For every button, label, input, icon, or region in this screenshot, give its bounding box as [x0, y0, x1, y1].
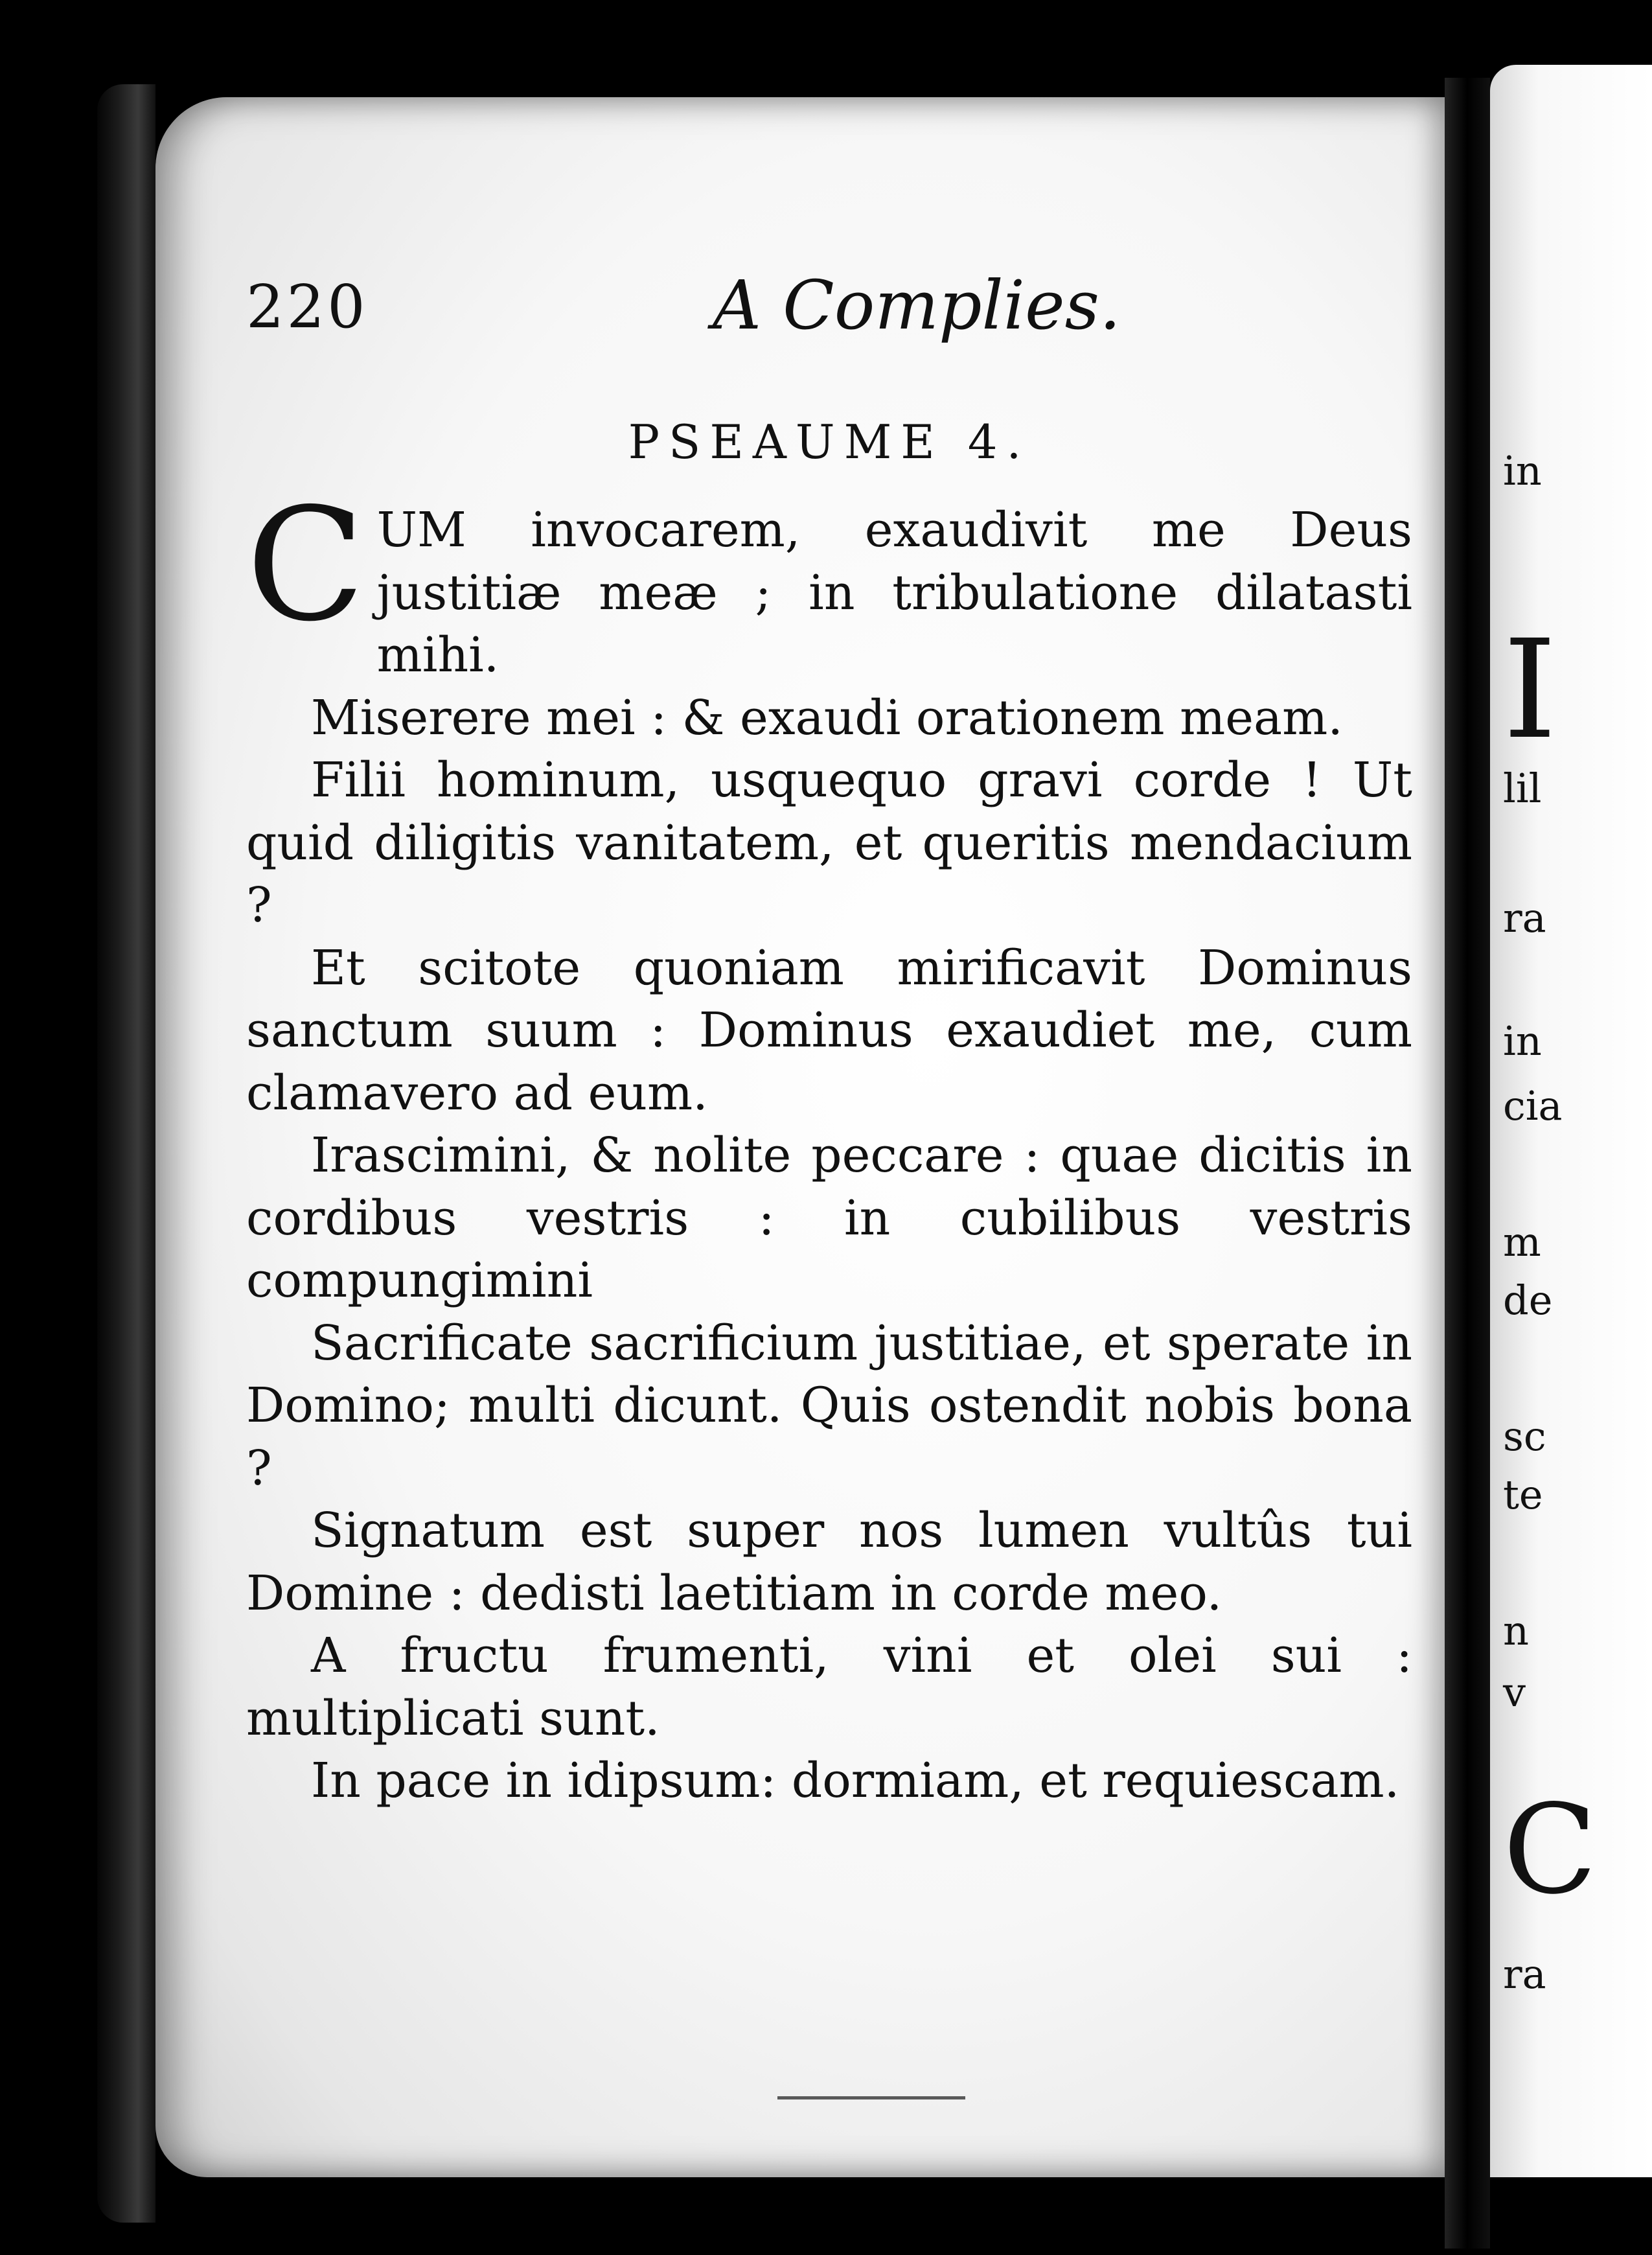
- facing-fragment: lil: [1503, 765, 1542, 812]
- book-gutter: [1445, 78, 1490, 2249]
- facing-fragment: in: [1503, 1017, 1542, 1065]
- verse-text: UM invocarem, exaudivit me Deus justitiæ meæ ; in tribulatione dilatasti mihi.: [376, 502, 1412, 683]
- verse-3: Filii hominum, usquequo gravi corde ! Ut quid diligitis vanitatem, et queritis mendacium ?: [246, 752, 1412, 933]
- verse-6: Sacrificate sacrificium justitiae, et sperate in Domino; multi dicunt. Quis ostendit nobis bona ?: [246, 1315, 1412, 1496]
- page-number: 220: [246, 272, 368, 341]
- verse-7: Signatum est super nos lumen vultûs tui Domine : dedisti laetitiam in corde meo.: [246, 1503, 1412, 1621]
- verse-5: Irascimini, & nolite peccare : quae dicitis in cordibus vestris : in cubilibus vestris compungimini: [246, 1128, 1412, 1308]
- facing-initial: I: [1503, 610, 1557, 769]
- psalm-text: [246, 474, 1412, 1812]
- page-header: [246, 266, 1412, 356]
- facing-fragment: m: [1503, 1218, 1541, 1266]
- verse-9: In pace in idipsum: dormiam, et requiescam.: [311, 1753, 1400, 1809]
- facing-fragment: te: [1503, 1471, 1543, 1518]
- verse-8: A fructu frumenti, vini et olei sui : multiplicati sunt.: [246, 1628, 1412, 1746]
- facing-fragment: n: [1503, 1607, 1529, 1654]
- facing-fragment: ra: [1503, 894, 1546, 942]
- ornament-rule: [777, 2096, 965, 2105]
- facing-initial: C: [1503, 1778, 1598, 1921]
- facing-fragment: v: [1503, 1669, 1526, 1716]
- facing-fragment: de: [1503, 1277, 1553, 1324]
- running-title: A Complies.: [713, 266, 1121, 345]
- facing-fragment: in: [1503, 447, 1542, 494]
- verse-1: [246, 474, 1412, 687]
- verse-4: Et scitote quoniam mirificavit Dominus sanctum suum : Dominus exaudiet me, cum clamavero ad eum.: [246, 940, 1412, 1121]
- facing-fragment: cia: [1503, 1082, 1563, 1129]
- psalm-heading: PSEAUME 4.: [628, 415, 1031, 469]
- verse-2: Miserere mei : & exaudi orationem meam.: [311, 689, 1343, 746]
- book-cover-edge: [97, 84, 155, 2223]
- facing-fragment: sc: [1503, 1413, 1546, 1460]
- drop-cap: C: [246, 474, 365, 656]
- facing-fragment: ra: [1503, 1950, 1546, 1998]
